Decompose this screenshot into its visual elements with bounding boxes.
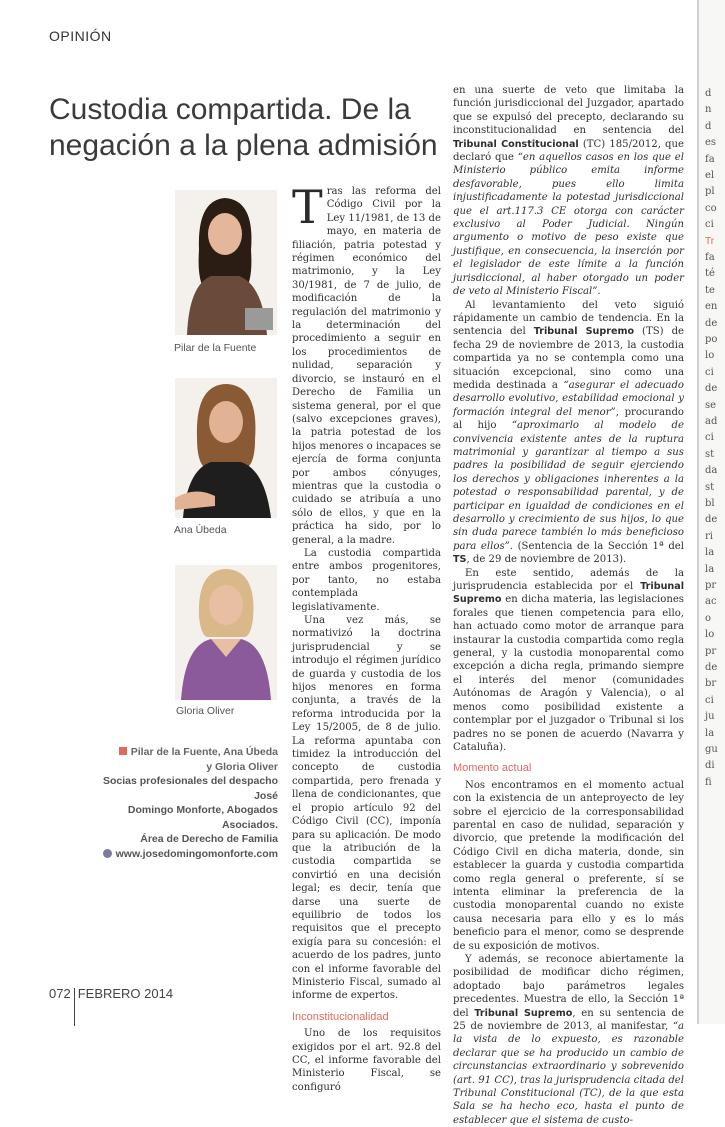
- column-1-paragraph-4: Uno de los requisitos exigidos por el art. 92.8 del CC, el informe favorable del Ministerio Fiscal, se configuró: [292, 1028, 441, 1093]
- website-text: www.josedomingomonforte.com: [115, 847, 278, 860]
- author-names-line-1: Pilar de la Fuente, Ana Úbeda: [130, 746, 278, 758]
- edge-fragment: de: [705, 317, 718, 329]
- author-photo-3: [175, 565, 277, 700]
- portrait-2-image: [175, 378, 277, 518]
- edge-fragment: ad: [705, 416, 718, 427]
- edge-fragment: de: [705, 383, 718, 395]
- edge-fragment: ci: [705, 694, 714, 706]
- column-2-paragraph-2: Al levantamiento del veto siguió rápidamente un cambio de tendencia. En la sentencia del Tribunal Supremo (TS) de fecha 29 de noviembre de 2013, la custodia compartida ya no se contempla como una situación excepcional, sino como una medida destinada a “asegurar el adecuado desarrollo evolutivo, estabilidad emocional y formación integral del menor”, procurando al hijo “aproximarlo al modelo de convivencia existente antes de la ruptura matrimonial y garantizar al tiempo a sus padres la posibilidad de seguir ejerciendo los derechos y obligaciones inherentes a la potestad o responsabilidad parental, y de participar en igualdad de condiciones en el desarrollo y crecimiento de sus hijos, lo que sin duda parece también lo más beneficioso para ellos”. (Sentencia de la Sección 1ª del TS, de 29 de noviembre de 2013).: [453, 299, 685, 566]
- edge-fragment: d: [705, 120, 712, 132]
- article-title: Custodia compartida. De la negación a la plena admisión: [49, 93, 438, 162]
- edge-fragment: di: [705, 760, 715, 772]
- column-1-paragraph-2: La custodia compartida entre ambos progenitores, por tanto, no estaba contemplada legislativamente.: [292, 547, 441, 613]
- author-photo-1: [175, 190, 277, 335]
- edge-fragment: bl: [705, 498, 715, 509]
- edge-fragment: ju: [705, 711, 715, 723]
- edge-fragment: té: [705, 268, 715, 280]
- adjacent-page-edge: [697, 0, 725, 1024]
- section-label: OPINIÓN: [49, 28, 112, 44]
- edge-fragment: lo: [705, 350, 715, 362]
- edge-fragment: se: [705, 399, 717, 411]
- column-2-paragraph-5: Y además, se reconoce abiertamente la posibilidad de modificar dicho régimen, adoptado bajo parámetros legales precedentes. Muestra de ello, la Sección 1ª del Tribunal Supremo, en su sentencia de 25 de noviembre de 2013, al manifestar, “a la vista de lo expuesto, es razonable declarar que se ha producido un cambio de circunstancias extraordinario y sobrevenido (art. 91 CC), tras la jurisprudencia citada del Tribunal Constitucional (TC), de la que esta Sala se ha hecho eco, hasta el punto de establecer que el sistema de custo-: [453, 954, 684, 1126]
- edge-fragment: da: [705, 465, 718, 477]
- issue-date: FEBRERO 2014: [77, 986, 174, 1001]
- edge-fragment: en: [705, 301, 718, 313]
- edge-fragment: ac: [705, 596, 717, 608]
- author-credits: [100, 745, 278, 861]
- square-bullet-icon: [119, 747, 127, 755]
- paragraph-1-text: ras las reforma del Código Civil por la Ley 11/1981, de 13 de mayo, en materia de filiación, patria potestad y régimen económico del matrimonio, y la Ley 30/1981, de 7 de julio, de modificación de la regulación del matrimonio y la determinación del procedimiento a seguir en los procedimientos de nulidad, separación y divorcio, se instauró en el Derecho de Familia un sistema general, por el que (salvo excepciones graves), la patria potestad de los hijos menores o incapaces se ejercía de forma conjunta por ambos cónyuges, mientras que la custodia o cuidado se atribuía a uno sólo de ellos, y que en la práctica ha sido, por lo general, a la madre.: [292, 186, 441, 546]
- article-column-1: [292, 180, 441, 1094]
- article-column-2: [453, 84, 684, 1127]
- edge-fragment: te: [705, 284, 715, 296]
- edge-fragment: de: [705, 662, 718, 673]
- edge-fragment: la: [705, 563, 715, 575]
- edge-fragment: ri: [705, 530, 713, 542]
- column-1-paragraph-3: Una vez más, se normativizó la doctrina jurisprudencial y se introdujo el régimen jurídico de guarda y custodia de los hijos menores en forma conjunta, a través de la reforma introducida por la Ley 15/2005, de 8 de julio. La reforma apuntaba con timidez la introducción del concepto de custodia compartida, pero frenada y llena de condicionantes, que el propio artículo 92 del Código Civil (CC), imponía para su aplicación. De modo que la atribución de la custodia compartida se convirtió en una decisión legal; es decir, tenía que darse una suerte de equilibrio de todos los requisitos que el precepto exigía para su concesión: el acuerdo de los padres, junto con el informe favorable del Ministerio Fiscal, sumado al informe de expertos.: [292, 615, 441, 1002]
- edge-fragment: ci: [705, 219, 714, 231]
- edge-fragment: co: [705, 202, 717, 214]
- author-role-line-1: Socias profesionales del despacho José: [102, 775, 278, 802]
- page-number: 072: [49, 986, 71, 1001]
- subheading-inconstitucionalidad: Inconstitucionalidad: [292, 1010, 389, 1023]
- edge-fragment: el: [705, 170, 715, 181]
- edge-fragment: o: [705, 612, 712, 624]
- edge-fragment: po: [705, 334, 718, 345]
- photo-caption-1: Pilar de la Fuente: [174, 342, 257, 354]
- edge-fragment: n: [705, 104, 712, 116]
- edge-fragment: la: [705, 547, 715, 559]
- photo-caption-3: Gloria Oliver: [176, 705, 235, 717]
- column-2-paragraph-4: Nos encontramos en el momento actual con la existencia de un anteproyecto de ley sobre el ejercicio de la corresponsabilidad parental en caso de nulidad, separación y divorcio, que pretende la modificación del Código Civil en dicha materia, donde, sin establecer la guarda y custodia compartida como regla general o preferente, sí se intenta eliminar la preferencia de la custodia monoparental cuando no existe causa necesaria para ello y es lo más beneficio para el menor, como se desprende de su exposición de motivos.: [453, 779, 684, 952]
- author-role-line-3: Área de Derecho de Familia: [140, 833, 278, 845]
- portrait-3-image: [175, 565, 277, 700]
- edge-fragment: fa: [705, 153, 715, 165]
- edge-fragment: ci: [705, 366, 714, 378]
- edge-fragment: la: [705, 727, 715, 739]
- column-1-paragraph-1: [292, 180, 441, 547]
- edge-fragment: lo: [705, 629, 715, 641]
- edge-fragment: pl: [705, 186, 715, 198]
- column-2-paragraph-3: En este sentido, además de la jurisprudencia establecida por el Tribunal Supremo en dicha materia, las legislaciones forales que tienen competencia para ello, han actuado como motor de arranque para instaurar la custodia compartida como regla general, y la custodia monoparental como excepción a dicha regla, primando siempre el interés del menor (comunidades Autónomas de Aragón y Valencia), o al menos como posibilidad existente a contemplar por el juzgador o Tribunal si los padres no se ponen de acuerdo (Navarra y Cataluña).: [453, 567, 684, 753]
- subheading-momento-actual: Momento actual: [453, 762, 532, 775]
- author-names: [100, 745, 278, 760]
- edge-fragment: Tr: [705, 235, 715, 247]
- edge-fragment: de: [705, 514, 718, 526]
- author-photo-2: [175, 378, 277, 518]
- drop-cap: T: [292, 180, 323, 234]
- edge-fragment: st: [705, 481, 715, 493]
- author-names-line-2: y Gloria Oliver: [206, 760, 278, 773]
- edge-fragment: d: [705, 88, 712, 99]
- photo-caption-2: Ana Úbeda: [174, 524, 227, 536]
- edge-fragment: fa: [705, 252, 715, 263]
- edge-fragment: es: [705, 137, 717, 149]
- edge-fragment: ci: [705, 432, 714, 444]
- edge-fragment: gu: [705, 744, 718, 755]
- edge-fragment: pr: [705, 645, 717, 657]
- footer-divider: [74, 988, 75, 1026]
- edge-fragment: pr: [705, 580, 717, 591]
- website-link[interactable]: [100, 847, 278, 862]
- edge-fragment: st: [705, 448, 715, 460]
- edge-fragment: br: [705, 678, 717, 690]
- author-role-line-2: Domingo Monforte, Abogados Asociados.: [127, 804, 278, 831]
- globe-icon: [103, 849, 112, 858]
- portrait-1-image: [175, 190, 277, 335]
- page-footer: [49, 986, 173, 1026]
- edge-fragment: fi: [705, 776, 712, 788]
- column-2-paragraph-1: en una suerte de veto que limitaba la función jurisdiccional del Juzgador, apartado que se expulsó del precepto, declarando su inconstitucionalidad en sentencia del Tribunal Constitucional (TC) 185/2012, que declaró que “en aquellos casos en los que el Ministerio público emita informe desfavorable, pues ello limita injustificadamente la potestad jurisdiccional que el art.117.3 CE otorga con carácter exclusivo al Poder Judicial. Ningún argumento o motivo de peso existe que justifique, en consecuencia, la inserción por el legislador de este límite a la función jurisdiccional, al haber otorgado un poder de veto al Ministerio Fiscal”.: [453, 85, 684, 298]
